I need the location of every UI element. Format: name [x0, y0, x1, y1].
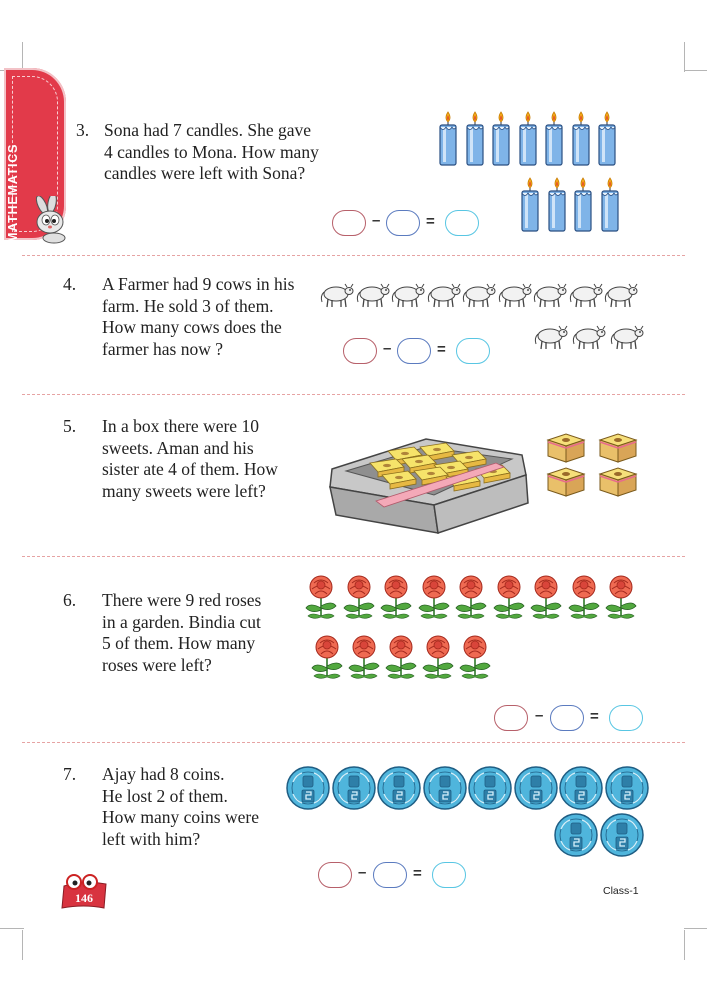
- class-label: Class-1: [603, 885, 639, 897]
- rose-icon: [340, 574, 378, 622]
- candle-icon: [542, 110, 566, 168]
- candle-icon: [545, 176, 569, 234]
- rose-icon: [456, 634, 494, 682]
- coin-icon: [605, 766, 649, 810]
- question-line: How many cows does the: [102, 317, 282, 337]
- question-line: candles were left with Sona?: [104, 163, 306, 183]
- coin-icon: [423, 766, 467, 810]
- coin-icon: [559, 766, 603, 810]
- answer-box-2[interactable]: [373, 862, 407, 888]
- candle-icon: [436, 110, 460, 168]
- question-line: roses were left?: [102, 654, 212, 675]
- candle-icon: [518, 176, 542, 234]
- question-number: 7.: [63, 764, 77, 784]
- question-text: [104, 120, 344, 185]
- question-number: 4.: [63, 274, 77, 294]
- rabbit-mascot-icon: [30, 196, 76, 244]
- question-number: 5.: [63, 416, 77, 436]
- equals-sign: =: [590, 708, 599, 725]
- cow-icon: [602, 280, 638, 310]
- candle-icon: [569, 110, 593, 168]
- question-line: left with him?: [102, 828, 201, 849]
- question-line: A Farmer had 9 cows in his: [102, 274, 295, 294]
- candle-icon: [571, 176, 595, 234]
- crop-mark: [684, 928, 707, 929]
- section-divider: [22, 556, 685, 557]
- section-divider: [22, 394, 685, 395]
- candle-icon: [598, 176, 622, 234]
- rose-group: [300, 574, 650, 694]
- candle-icon: [463, 110, 487, 168]
- answer-box-1[interactable]: [343, 338, 377, 364]
- question-text: [102, 416, 299, 502]
- crop-mark: [684, 70, 707, 71]
- rose-icon: [382, 634, 420, 682]
- coin-icon: [468, 766, 512, 810]
- rose-icon: [490, 574, 528, 622]
- rose-icon: [377, 574, 415, 622]
- cow-icon: [532, 322, 568, 352]
- question-line: 4 candles to Mona. How many: [104, 141, 319, 162]
- cow-icon: [318, 280, 354, 310]
- subject-tab-label: MATHEMATICS: [6, 143, 20, 243]
- sweet-icon: [544, 464, 588, 498]
- cow-icon: [354, 280, 390, 310]
- equals-sign: =: [426, 213, 435, 230]
- question-line: many sweets were left?: [102, 480, 266, 501]
- eaten-sweets-group: [544, 430, 644, 496]
- sweet-icon: [544, 430, 588, 464]
- section-divider: [22, 742, 685, 743]
- question-line: sweets. Aman and his: [102, 437, 254, 458]
- coin-icon: [332, 766, 376, 810]
- question-text: [102, 274, 305, 360]
- rose-icon: [415, 574, 453, 622]
- question-line-text: In a box there were 10: [102, 416, 259, 436]
- cow-icon: [460, 280, 496, 310]
- question-number: 3.: [76, 120, 90, 140]
- question-line: sister ate 4 of them. How: [102, 459, 278, 479]
- candle-icon: [489, 110, 513, 168]
- question-line: 5 of them. How many: [102, 633, 256, 653]
- crop-mark: [684, 42, 685, 72]
- answer-box-2[interactable]: [386, 210, 420, 236]
- rose-icon: [345, 634, 383, 682]
- question-number: 6.: [63, 590, 77, 610]
- coin-icon: [600, 813, 644, 857]
- rose-icon: [527, 574, 565, 622]
- question-line: Sona had 7 candles. She gave: [104, 120, 312, 140]
- question-line: How many coins were: [102, 807, 259, 827]
- question-line: farmer has now ?: [102, 338, 223, 359]
- question-line: There were 9 red roses: [102, 590, 262, 610]
- cow-icon: [496, 280, 532, 310]
- question-line: He lost 2 of them.: [102, 785, 228, 806]
- rose-icon: [602, 574, 640, 622]
- candle-icon: [516, 110, 540, 168]
- equals-sign: =: [437, 341, 446, 358]
- answer-box-1[interactable]: [494, 705, 528, 731]
- sweet-icon: [596, 464, 640, 498]
- minus-sign: –: [372, 212, 381, 229]
- section-divider: [22, 255, 685, 256]
- minus-sign: –: [535, 707, 544, 724]
- question-text: [102, 590, 283, 676]
- answer-box-2[interactable]: [397, 338, 431, 364]
- question-line: Ajay had 8 coins.: [102, 764, 225, 784]
- cow-icon: [567, 280, 603, 310]
- answer-box-1[interactable]: [318, 862, 352, 888]
- minus-sign: –: [383, 340, 392, 357]
- answer-box-result[interactable]: [445, 210, 479, 236]
- cow-icon: [531, 280, 567, 310]
- equals-sign: =: [413, 865, 422, 882]
- question-line: in a garden. Bindia cut: [102, 611, 261, 632]
- sweet-box-icon: [326, 425, 531, 535]
- question-line: farm. He sold 3 of them.: [102, 295, 274, 316]
- cow-icon: [608, 322, 644, 352]
- coin-icon: [286, 766, 330, 810]
- crop-mark: [22, 930, 23, 960]
- coin-icon: [554, 813, 598, 857]
- rose-icon: [308, 634, 346, 682]
- coin-group: [286, 766, 646, 860]
- answer-box-result[interactable]: [609, 705, 643, 731]
- question-line: [102, 416, 299, 438]
- answer-box-result[interactable]: [456, 338, 490, 364]
- sweet-icon: [596, 430, 640, 464]
- page-number: 146: [75, 891, 93, 905]
- candle-icon: [595, 110, 619, 168]
- coin-icon: [514, 766, 558, 810]
- cow-icon: [425, 280, 461, 310]
- answer-box-2[interactable]: [550, 705, 584, 731]
- cow-icon: [570, 322, 606, 352]
- answer-box-1[interactable]: [332, 210, 366, 236]
- crop-mark: [684, 930, 685, 960]
- question-text: [102, 764, 287, 850]
- rose-icon: [419, 634, 457, 682]
- crop-mark: [0, 928, 24, 929]
- minus-sign: –: [358, 864, 367, 881]
- cow-icon: [389, 280, 425, 310]
- answer-box-result[interactable]: [432, 862, 466, 888]
- rose-icon: [302, 574, 340, 622]
- rose-icon: [565, 574, 603, 622]
- rose-icon: [452, 574, 490, 622]
- coin-icon: [377, 766, 421, 810]
